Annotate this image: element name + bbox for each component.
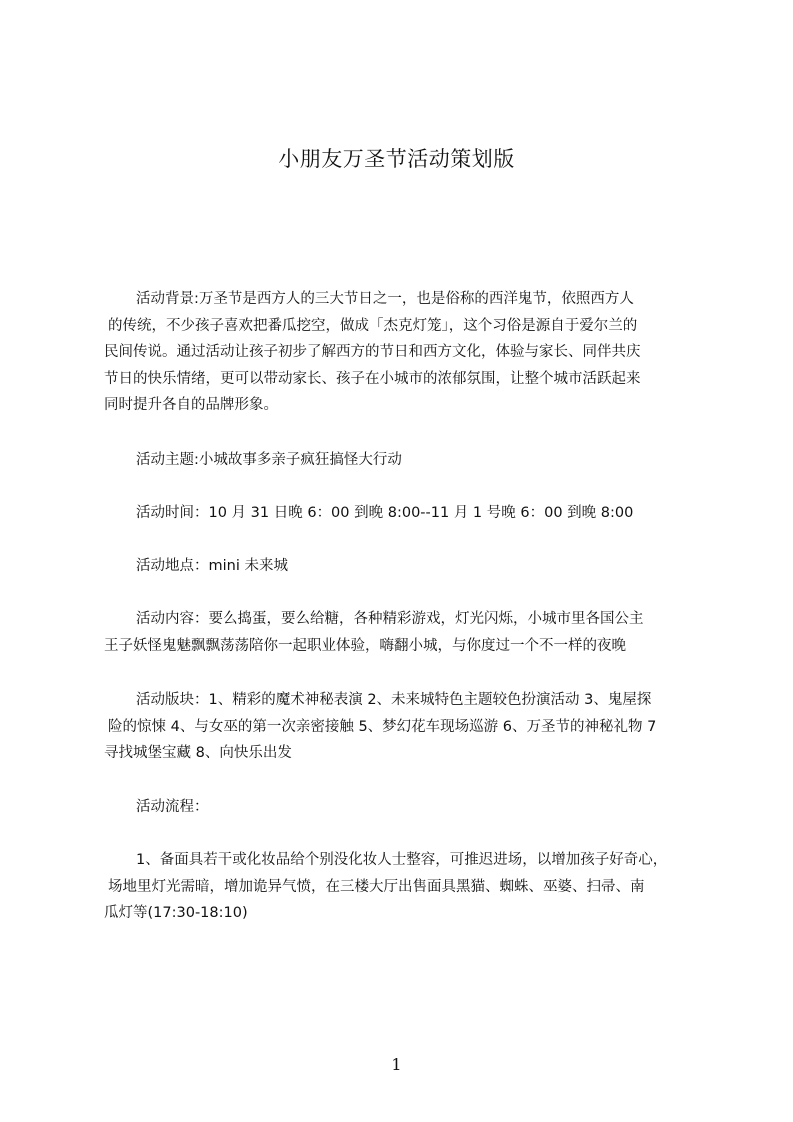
process-heading: 活动流程： <box>136 799 209 815</box>
modules-line: 寻找城堡宝藏 8、向快乐出发 <box>104 745 292 761</box>
modules-line: 险的惊悚 4、与女巫的第一次亲密接触 5、梦幻花车现场巡游 6、万圣节的神秘礼物 7 <box>108 718 657 735</box>
document-title: 小朋友万圣节活动策划版 <box>278 147 515 171</box>
modules-line: 活动版块：1、精彩的魔术神秘表演 2、未来城特色主题较色扮演活动 3、鬼屋探 <box>136 692 652 708</box>
background-line: 的传统，不少孩子喜欢把番瓜挖空，做成「杰克灯笼」，这个习俗是源自于爱尔兰的 <box>108 317 638 334</box>
time-paragraph <box>100 500 700 527</box>
background-line: 民间传说。通过活动让孩子初步了解西方的节日和西方文化，体验与家长、同伴共庆 <box>104 344 641 360</box>
time-line: 活动时间：10 月 31 日晚 6：00 到晚 8:00--11 月 1 号晚 6：00 到晚 8:00 <box>136 505 634 521</box>
modules-paragraph <box>100 687 700 767</box>
process-step1-line: 瓜灯等(17:30-18:10) <box>104 905 248 921</box>
content-paragraph <box>100 606 700 659</box>
location-line: 活动地点：mini 未来城 <box>136 558 288 574</box>
process-heading-paragraph <box>100 794 700 821</box>
process-step1-line: 场地里灯光需暗，增加诡异气愤，在三楼大厅出售面具黑猫、蜘蛛、巫婆、扫帚、南 <box>108 878 645 895</box>
content-line: 活动内容：要么捣蛋，要么给糖，各种精彩游戏，灯光闪烁，小城市里各国公主 <box>136 611 644 627</box>
background-line: 节日的快乐情绪，更可以带动家长、孩子在小城市的浓郁氛围，让整个城市活跃起来 <box>104 370 641 387</box>
location-paragraph <box>100 553 700 580</box>
background-line: 同时提升各自的品牌形象。 <box>104 397 278 413</box>
background-line: 活动背景:万圣节是西方人的三大节日之一，也是俗称的西洋鬼节，依照西方人 <box>136 291 634 307</box>
process-step1-line: 1、备面具若干或化妆品给个别没化妆人士整容，可推迟进场，以增加孩子好奇心， <box>136 852 668 868</box>
theme-paragraph <box>100 447 700 474</box>
theme-line: 活动主题:小城故事多亲子疯狂搞怪大行动 <box>136 452 402 468</box>
page-number: 1 <box>391 1055 402 1074</box>
background-paragraph <box>100 286 700 419</box>
content-line: 王子妖怪鬼魅飘飘荡荡陪你一起职业体验，嗨翻小城，与你度过一个不一样的夜晚 <box>104 637 626 654</box>
process-step1-paragraph <box>100 847 700 927</box>
